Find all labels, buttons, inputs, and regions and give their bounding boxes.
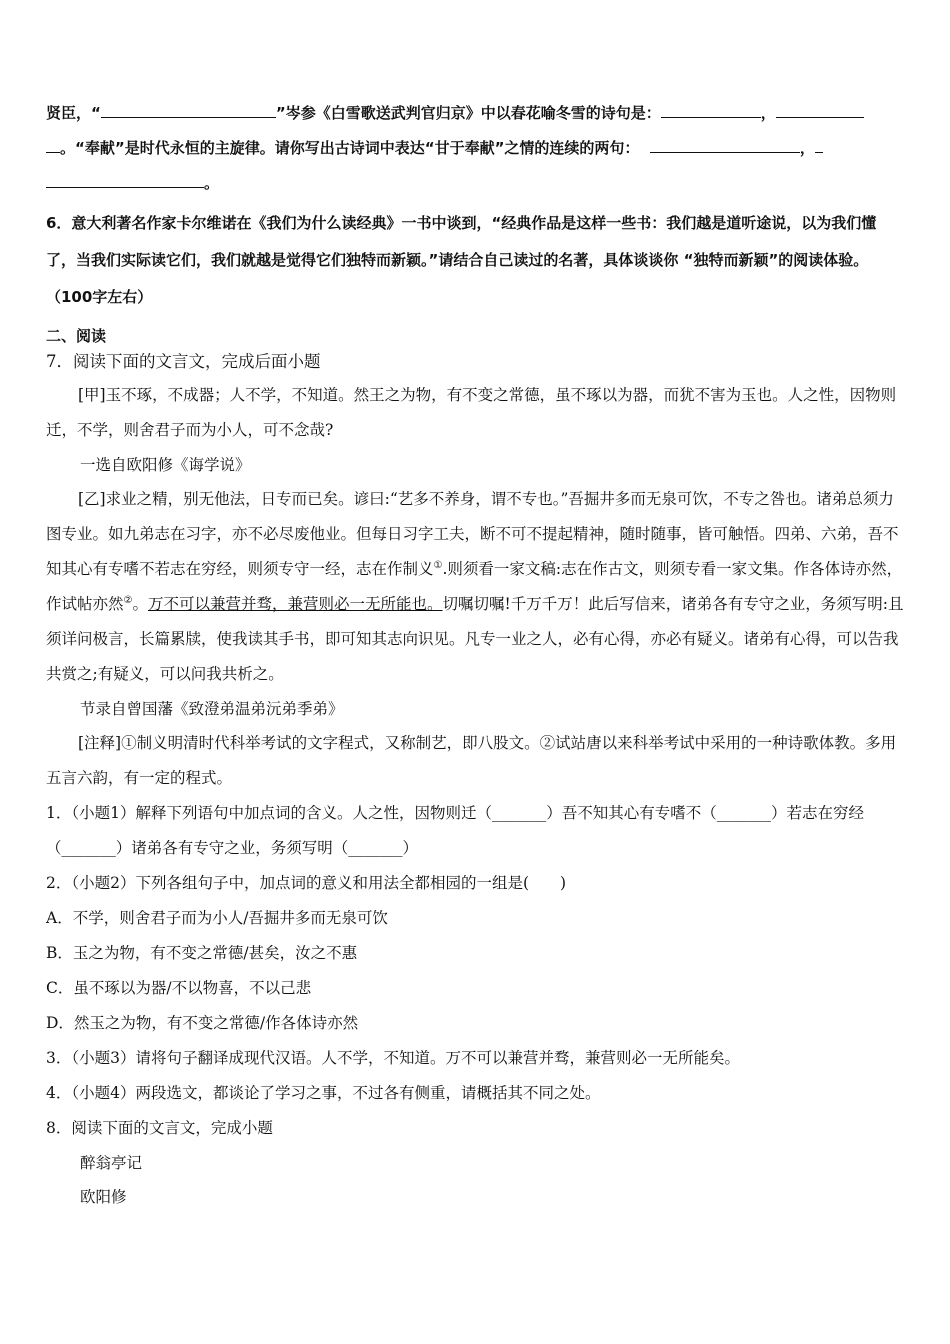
q5-text-2b: ， (799, 139, 815, 157)
sub-question-3: 3．（小题3）请将句子翻译成现代汉语。人不学，不知道。万不可以兼营并骛，兼营则必一无所能矣。 (46, 1049, 740, 1067)
question-6: 6．意大利著名作家卡尔维诺在《我们为什么读经典》一书中谈到，“经典作品是这样一些书：我们越是道听途说，以为我们懂了，当我们实际读它们，我们就越是觉得它们独特而新颖。”请结合自己读过的名著，具体谈谈你 “独特而新颖”的阅读体验。（100字左右） (46, 214, 877, 306)
footnote-marker-1: ① (433, 559, 443, 571)
option-a: A．不学，则舍君子而为小人/吾掘井多而无泉可饮 (46, 909, 388, 927)
q5-line-2 (46, 131, 904, 166)
q5-text-1c: ， (760, 104, 776, 122)
passage-yi-part-4: 切嘱切嘱!千万千万！此后写信来，诸弟各有专守之业，务须写明:且须详问极言，长篇累牍，使我读其手书，即可知其志向识见。凡专一业之人，必有心得，亦必有疑义。诸弟有心得，可以告我共赏之;有疑义，可以问我共析之。 (46, 595, 904, 683)
passage-jia (46, 378, 904, 482)
answer-blank[interactable] (46, 138, 60, 153)
answer-blank[interactable] (776, 103, 864, 118)
answer-blank[interactable] (101, 103, 276, 118)
q5-text-1a: 贤臣，“ (46, 104, 101, 122)
option-b: B．玉之为物，有不变之常德/甚矣，汝之不惠 (46, 944, 358, 962)
option-d: D．然玉之为物，有不变之常德/作各体诗亦然 (46, 1014, 359, 1032)
passage-yi (46, 482, 904, 726)
footnote-marker-2: ② (123, 594, 133, 606)
passage-jia-text: [甲]玉不琢，不成器；人不学，不知道。然王之为物，有不变之常德，虽不琢以为器，而犹不害为玉也。人之性，因物则迁，不学，则舍君子而为小人，可不念哉? (46, 386, 897, 439)
sub-question-2: 2．（小题2）下列各组句子中，加点词的意义和用法全都相园的一组是( ) (46, 874, 567, 892)
section-title: 二、阅读 (46, 327, 107, 345)
answer-blank[interactable] (46, 173, 204, 188)
passage-yi-part-3: 。 (132, 595, 148, 613)
q5-line-1 (46, 96, 904, 131)
q5-text-3: 。 (204, 174, 220, 192)
annotation-notes: [注释]①制义明清时代科举考试的文字程式，又称制艺，即八股文。②试站唐以来科举考试中采用的一种诗歌体教。多用五言六韵，有一定的程式。 (46, 734, 897, 787)
passage-yi-text (46, 482, 904, 692)
q5-line-3 (46, 166, 904, 201)
passage-jia-source: 一选自欧阳修《诲学说》 (80, 456, 251, 474)
essay-title: 醉翁亭记 (80, 1154, 143, 1172)
passage-yi-part-1: [乙]求业之精，别无他法，日专而已矣。谚曰:“艺多不养身，谓不专也。”吾掘井多而无泉可饮，不专之咎也。诸弟总须力图专业。如九弟志在习字，亦不必尽废他业。但每日习字工夫，断不可不提起精神，随时随事，皆可触悟。四弟、六弟，吾不知其心有专嗜不若志在穷经，则须专守一经，志在作制义 (46, 490, 899, 578)
option-c: C．虽不琢以为器/不以物喜，不以己悲 (46, 979, 312, 997)
sub-question-1: 1．（小题1）解释下列语句中加点词的含义。人之性，因物则迁（_______）吾不知其心有专嗜不（_______）若志在穷经（_______）诸弟各有专守之业，务须写明（_______） (46, 804, 864, 857)
essay-author: 欧阳修 (80, 1188, 127, 1206)
question-5-block (46, 96, 904, 201)
underlined-sentence: 万不可以兼营并骛，兼营则必一无所能也。 (148, 595, 443, 613)
q5-text-2a: 。“奉献”是时代永恒的主旋律。请你写出古诗词中表达“甘于奉献”之情的连续的两句： (60, 139, 640, 157)
answer-blank[interactable] (815, 138, 823, 153)
sub-question-4: 4．（小题4）两段选文，都谈论了学习之事，不过各有侧重，请概括其不同之处。 (46, 1084, 601, 1102)
question-7-title: 7．阅读下面的文言文，完成后面小题 (46, 352, 321, 371)
answer-blank[interactable] (661, 103, 761, 118)
answer-blank[interactable] (650, 138, 800, 153)
question-8-title: 8．阅读下面的文言文，完成小题 (46, 1119, 273, 1137)
passage-yi-part-2: .则须看一家文稿:志在作古文，则须专看一家文集。作各体诗亦然，作试帖亦然 (46, 560, 903, 613)
passage-yi-source: 节录自曾国藩《致澄弟温弟沅弟季弟》 (80, 700, 344, 718)
q5-text-1b: ”岑参《白雪歌送武判官归京》中以春花喻冬雪的诗句是： (275, 104, 661, 122)
